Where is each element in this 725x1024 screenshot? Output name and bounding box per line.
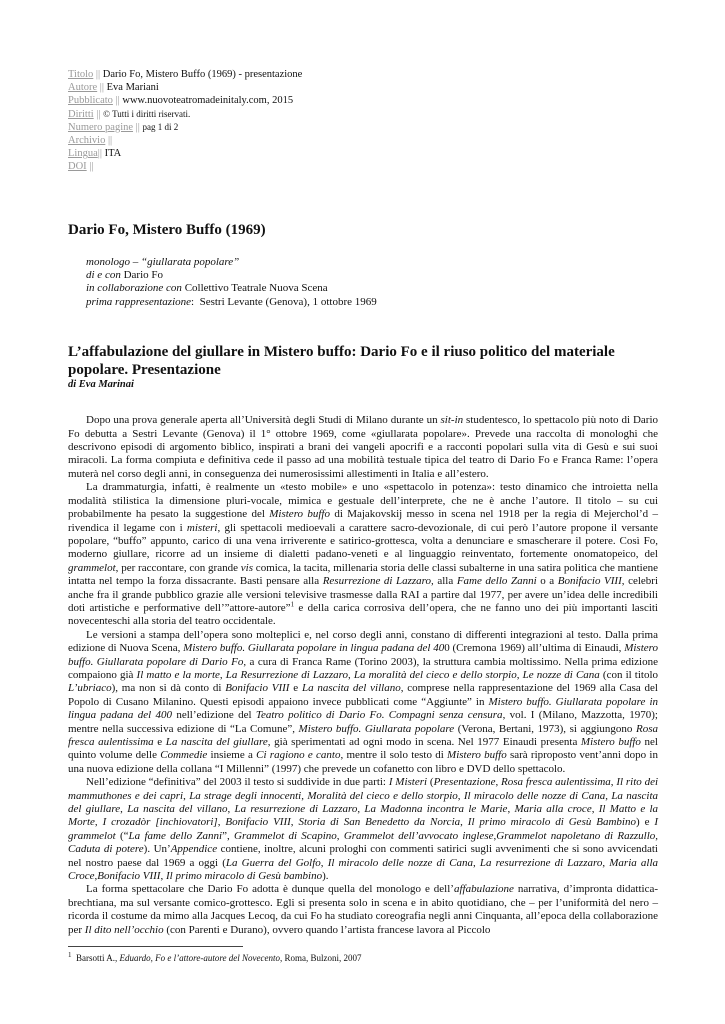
meta-key-link[interactable]: Lingua — [68, 148, 98, 160]
meta-key-link[interactable]: Autore — [68, 82, 98, 94]
meta-autore: Autore || Eva Mariani — [68, 82, 159, 94]
paragraph: La drammaturgia, infatti, è realmente un «testo mobile» e uno «spettacolo in potenza»: testo dinamico che introietta nella modalità stilistica la dimensione pluri-vocale, mimica e gestuale dell’interprete, che ne è anche l’autore. Il titolo – su cui probabilmente ha pesato la suggestione del Mistero buffo di Majakovskij messo in scena nel 1918 per la regia di Mejerchol’d – rivendica il legame con i misteri, gli spettacoli medioevali a carattere sacro-devozionale, di cui però l’autore propone il versante popolare, “buffo” appunto, carico di una vena irriverente e satirico-grottesca, volta a denunciare e smascherare il potere. Così Fo, moderno giullare, ricorre ad un insieme di dialetti padano-veneti e al linguaggio reinventato, fortemente onomatopeico, del grammelot, per raccontare, con grande vis comica, la tacita, millenaria storia delle classi subalterne in una satira politica che mantiene intatta nel tempo la forza dissacrante. Basti pensare alla Resurrezione di Lazzaro, alla Fame dello Zanni o a Bonifacio VIII, celebri anche fra il grande pubblico grazie alle versioni televisive trasmesse dalla RAI a partire dal 1977, per avere un’idea delle incredibili doti artistiche e performative dell’”attore-autore”$^1$ e della carica corrosiva dell’opera, che ne fanno uno dei più importanti lasciti novecenteschi alla storia del teatro occidentale. — [68, 481, 658, 628]
meta-key-link[interactable]: Diritti — [68, 108, 94, 120]
meta-key-link[interactable]: Numero pagine — [68, 121, 134, 133]
meta-doi: DOI || — [68, 161, 94, 173]
credits-block: monologo – “giullarata popolare” di e con Dario Fo in collaborazione con Collettivo Teatrale Nuova Scena prima rappresentazione: Sestri Levante (Genova), 1 ottobre 1969 — [86, 255, 377, 308]
byline: di Eva Marinai — [68, 379, 134, 391]
footnote-divider — [68, 946, 243, 947]
meta-diritti: Diritti || © Tutti i diritti riservati. — [68, 108, 191, 120]
paragraph: Le versioni a stampa dell’opera sono molteplici e, nel corso degli anni, constano di differenti integrazioni al testo. Dalla prima edizione di Nuova Scena, Mistero buffo. Giullarata popolare in lingua padana del 400 (Cremona 1969) all’ultima di Einaudi, Mistero buffo. Giullarata popolare di Dario Fo, a cura di Franca Rame (Torino 2003), la struttura cambia moltissimo. Nella prima edizione compaiono già Il matto e la morte, La Resurrezione di Lazzaro, La moralità del cieco e dello storpio, Le nozze di Cana (con il titolo L’ubriaco), ma non si dà conto di Bonifacio VIII e La nascita del villano, comprese nella rappresentazione del 1969 alla Casa del Popolo di Cusano Milanino. Questi episodi appaiono invece pubblicati come “Aggiunte” in Mistero buffo. Giullarata popolare in lingua padana del 400 nell’edizione del Teatro politico di Dario Fo. Compagni senza censura, vol. I (Milano, Mazzotta, 1970); mentre nella successiva edizione di “La Comune”, Mistero buffo. Giullarata popolare (Verona, Bertani, 1973), si aggiungono Rosa fresca aulentissima e La nascita del giullare, già sperimentati ad ogni modo in scena. Nel 1977 Einaudi presenta Mistero buffo nel quinto volume delle Commedie insieme a Ci ragiono e canto, mentre il solo testo di Mistero buffo sarà riproposto vent’anni dopo in una nuova edizione della collana “I Millenni” (1997) che prevede un cofanetto con libro e DVD dello spettacolo. — [68, 628, 659, 775]
section-heading: L’affabulazione del giullare in Mistero buffo: Dario Fo e il riuso politico del materiale popolare. Presentazione — [68, 344, 615, 378]
paragraph: La forma spettacolare che Dario Fo adotta è dunque quella del monologo e dell’affabulazione narrativa, d’impronta didattica-brechtiana, ma sul versante comico-grottesco. Egli si presenta solo in scena e in abito quotidiano, che – per l’uniformità del nero – ricorda il costume da mimo alla Jacques Lecoq, da cui Fo ha studiato coreografia negli anni Cinquanta, all’epoca della collaborazione per Il dito nell’occhio (con Parenti e Durano), ovvero quando l’artista francese lavora al Piccolo — [68, 883, 658, 936]
page-title: Dario Fo, Mistero Buffo (1969) — [68, 221, 266, 238]
meta-archivio: Archivio || — [68, 135, 113, 147]
document-page — [68, 68, 658, 937]
meta-pubblicato: Pubblicato || www.nuovoteatromadeinitaly.com, 2015 — [68, 95, 294, 107]
paragraph: Nell’edizione “definitiva” del 2003 il testo si suddivide in due parti: I Misteri (Presentazione, Rosa fresca aulentissima, Il rito dei mammuthones e dei capri, La strage degli innocenti, Moralità del cieco e dello storpio, Il miracolo delle nozze di Cana, La nascita del giullare, La nascita del villano, La resurrezione di Lazzaro, La Madonna incontra le Marie, Maria alla croce, Il Matto e la Morte, I crozadòr [inchiovatori], Bonifacio VIII, Storia di San Benedetto da Norcia, Il primo miracolo di Gesù Bambino) e I grammelot (“La fame dello Zanni”, Grammelot di Scapino, Grammelot dell’avvocato inglese,Grammelot napoletano di Razzullo, Caduta di potere). Un’Appendice contiene, inoltre, alcuni prologhi con commenti satirici sugli avvenimenti che si sono avvicendati nel nostro paese dal 1969 a oggi (La Guerra del Golfo, Il miracolo delle nozze di Cana, La resurrezione di Lazzaro, Maria alla Croce,Bonifacio VIII, Il primo miracolo di Gesù bambino). — [68, 776, 659, 883]
credits-genre: monologo – “giullarata popolare” — [86, 255, 240, 268]
meta-numero-pagine: Numero pagine || pag 1 di 2 — [68, 121, 179, 133]
meta-lingua: Lingua|| ITA — [68, 148, 122, 160]
meta-key-link[interactable]: Titolo — [68, 69, 94, 80]
footnote: $^1$ Barsotti A., Eduardo, Fo e l’attore-autore del Novecento, Roma, Bulzoni, 2007 — [68, 951, 362, 963]
article-body — [68, 414, 658, 937]
paragraph: Dopo una prova generale aperta all’Università degli Studi di Milano durante un sit-in studentesco, lo spettacolo più noto di Dario Fo debutta a Sestri Levante (Genova) il 1° ottobre 1969, come «giullarata popolare». Prevede una raccolta di monologhi che descrivono episodi di argomento biblico, inspirati a brani dei vangeli apocrifi e a racconti popolari sulla vita di Gesù e sui suoi miracoli. La forma compiuta e definitiva cede il passo ad una mobilità testuale tipica del teatro di Dario Fo e Franca Rame: l’opera muterà nel corso degli anni, in conseguenza dei numerosissimi allestimenti in Italia e all’estero. — [68, 414, 658, 480]
meta-titolo: Titolo || Dario Fo, Mistero Buffo (1969) - presentazione — [68, 69, 303, 80]
meta-key-link[interactable]: DOI — [68, 161, 87, 173]
meta-key-link[interactable]: Archivio — [68, 135, 106, 147]
metadata-block — [68, 68, 658, 174]
meta-key-link[interactable]: Pubblicato — [68, 95, 113, 107]
